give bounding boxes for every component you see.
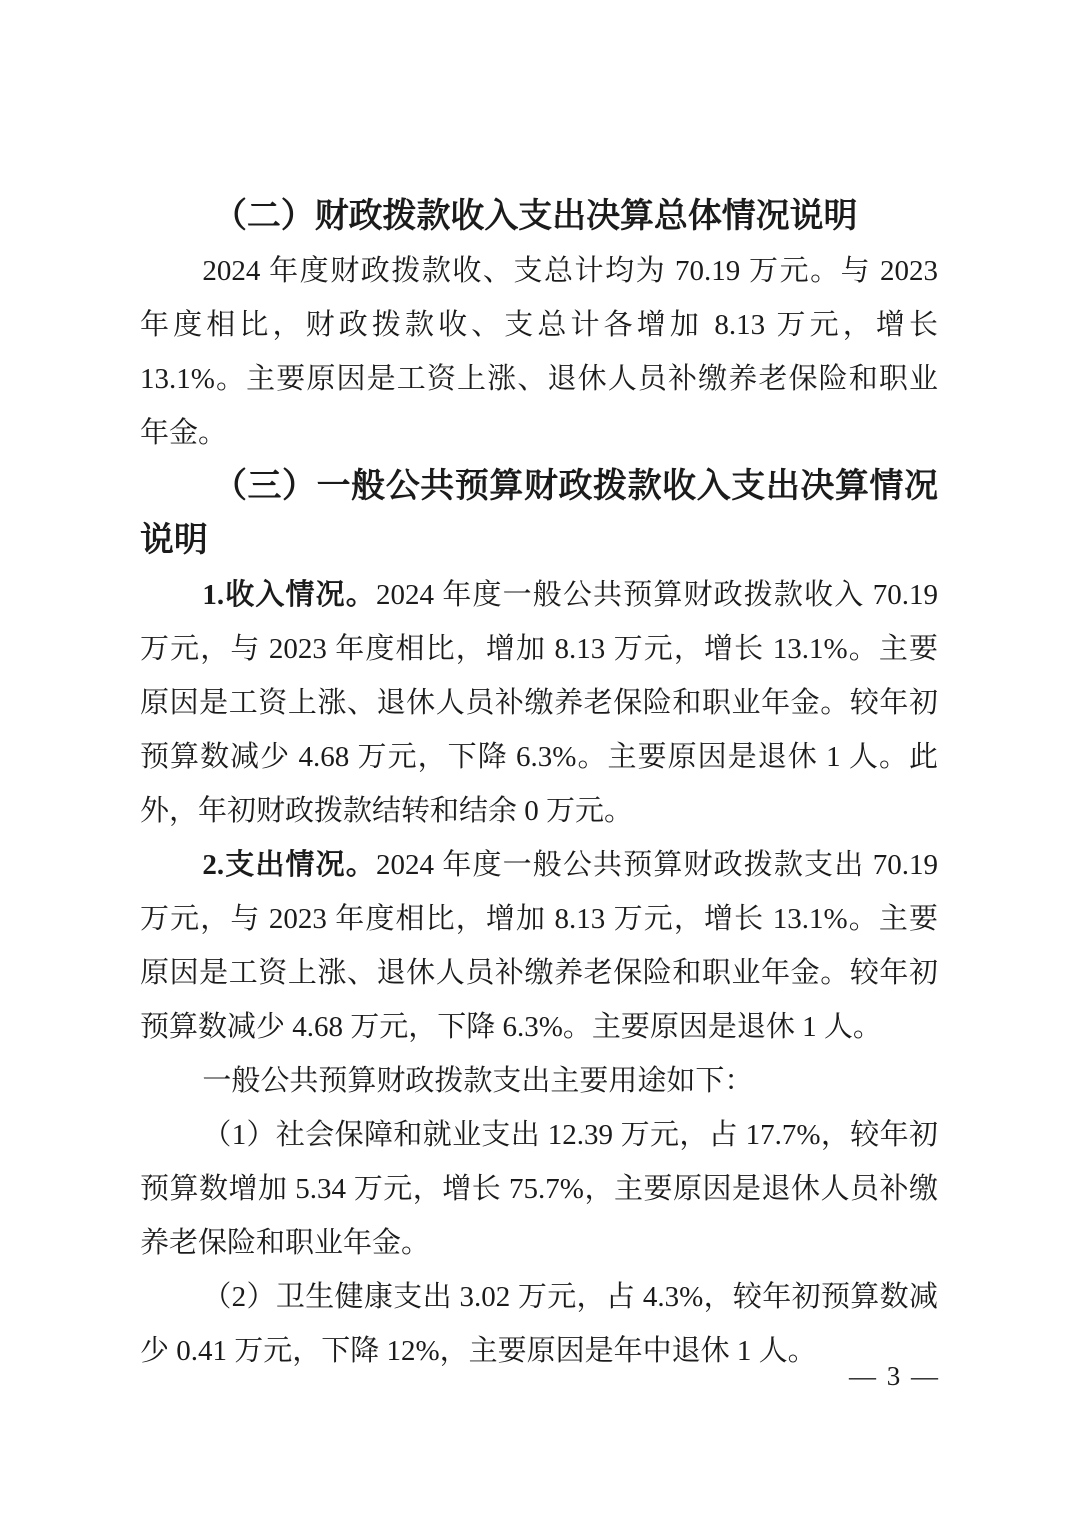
expense-situation-text: 2024 年度一般公共预算财政拨款支出 70.19 万元，与 2023 年度相比，增加 8.13 万元，增长 13.1%。主要原因是工资上涨、退休人员补缴养老保险和职业年金。较年初预算数减少 4.68 万元，下降 6.3%。主要原因是退休 1 人。 <box>140 849 938 1043</box>
income-situation-text: 2024 年度一般公共预算财政拨款收入 70.19 万元，与 2023 年度相比，增加 8.13 万元，增长 13.1%。主要原因是工资上涨、退休人员补缴养老保险和职业年金。较年初预算数减少 4.68 万元，下降 6.3%。主要原因是退休 1 人。此外，年初财政拨款结转和结余 0 万元。 <box>140 579 938 827</box>
document-body <box>140 190 938 1378</box>
paragraph-fiscal-total: 2024 年度财政拨款收、支总计均为 70.19 万元。与 2023 年度相比，财政拨款收、支总计各增加 8.13 万元，增长 13.1%。主要原因是工资上涨、退休人员补缴养老保险和职业年金。 <box>140 255 938 449</box>
section-heading-fiscal-appropriation-overview: （二）财政拨款收入支出决算总体情况说明 <box>212 198 858 235</box>
paragraph-expense <box>140 838 938 1054</box>
section-heading-general-public-budget: （三）一般公共预算财政拨款收入支出决算情况说明 <box>140 468 938 559</box>
paragraph-income <box>140 568 938 838</box>
page-number: — 3 — <box>849 1361 940 1391</box>
paragraph-usage-item-social-security: （1）社会保障和就业支出 12.39 万元，占 17.7%，较年初预算数增加 5.34 万元，增长 75.7%，主要原因是退休人员补缴养老保险和职业年金。 <box>140 1119 938 1259</box>
income-situation-lead: 1.收入情况。 <box>202 579 376 611</box>
paragraph-usage-item-health: （2）卫生健康支出 3.02 万元，占 4.3%，较年初预算数减少 0.41 万元，下降 12%，主要原因是年中退休 1 人。 <box>140 1281 938 1367</box>
expense-situation-lead: 2.支出情况。 <box>202 849 376 881</box>
paragraph-usage-intro: 一般公共预算财政拨款支出主要用途如下： <box>202 1065 754 1097</box>
